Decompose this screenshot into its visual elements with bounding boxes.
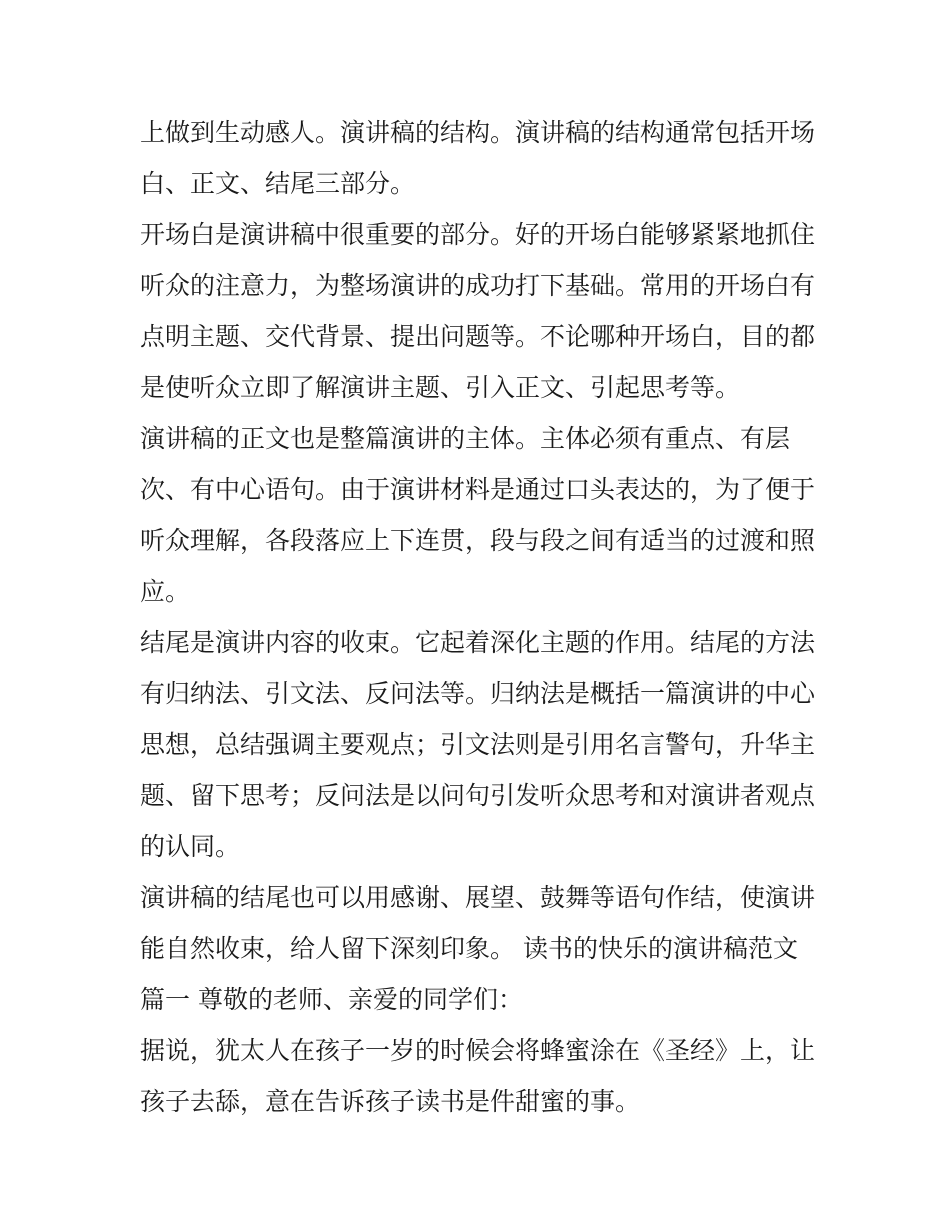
text-line: 听众理解，各段落应上下连贯，段与段之间有适当的过渡和照 [140, 526, 816, 555]
text-line: 篇一 尊敬的老师、亲爱的同学们： [140, 985, 523, 1014]
text-line: 演讲稿的结尾也可以用感谢、展望、鼓舞等语句作结，使演讲 [140, 883, 816, 912]
text-line: 应。 [140, 577, 191, 606]
text-line: 开场白是演讲稿中很重要的部分。好的开场白能够紧紧地抓住 [140, 220, 816, 249]
text-line: 次、有中心语句。由于演讲材料是通过口头表达的，为了便于 [140, 475, 816, 504]
text-line: 能自然收束，给人留下深刻印象。 读书的快乐的演讲稿范文 [140, 934, 798, 963]
text-line: 结尾是演讲内容的收束。它起着深化主题的作用。结尾的方法 [140, 628, 816, 657]
text-line: 是使听众立即了解演讲主题、引入正文、引起思考等。 [140, 373, 741, 402]
text-line: 上做到生动感人。演讲稿的结构。演讲稿的结构通常包括开场 [140, 118, 816, 147]
text-line: 孩子去舔，意在告诉孩子读书是件甜蜜的事。 [140, 1087, 641, 1116]
text-line: 据说，犹太人在孩子一岁的时候会将蜂蜜涂在《圣经》上，让 [140, 1036, 816, 1065]
text-line: 演讲稿的正文也是整篇演讲的主体。主体必须有重点、有层 [140, 424, 791, 453]
document-body [140, 107, 820, 1127]
text-line: 有归纳法、引文法、反问法等。归纳法是概括一篇演讲的中心 [140, 679, 816, 708]
text-line: 题、留下思考；反问法是以问句引发听众思考和对演讲者观点 [140, 781, 816, 810]
text-line: 白、正文、结尾三部分。 [140, 169, 416, 198]
text-line: 的认同。 [140, 832, 241, 861]
text-line: 点明主题、交代背景、提出问题等。不论哪种开场白，目的都 [140, 322, 816, 351]
text-line: 思想，总结强调主要观点；引文法则是引用名言警句，升华主 [140, 730, 816, 759]
text-line: 听众的注意力，为整场演讲的成功打下基础。常用的开场白有 [140, 271, 816, 300]
